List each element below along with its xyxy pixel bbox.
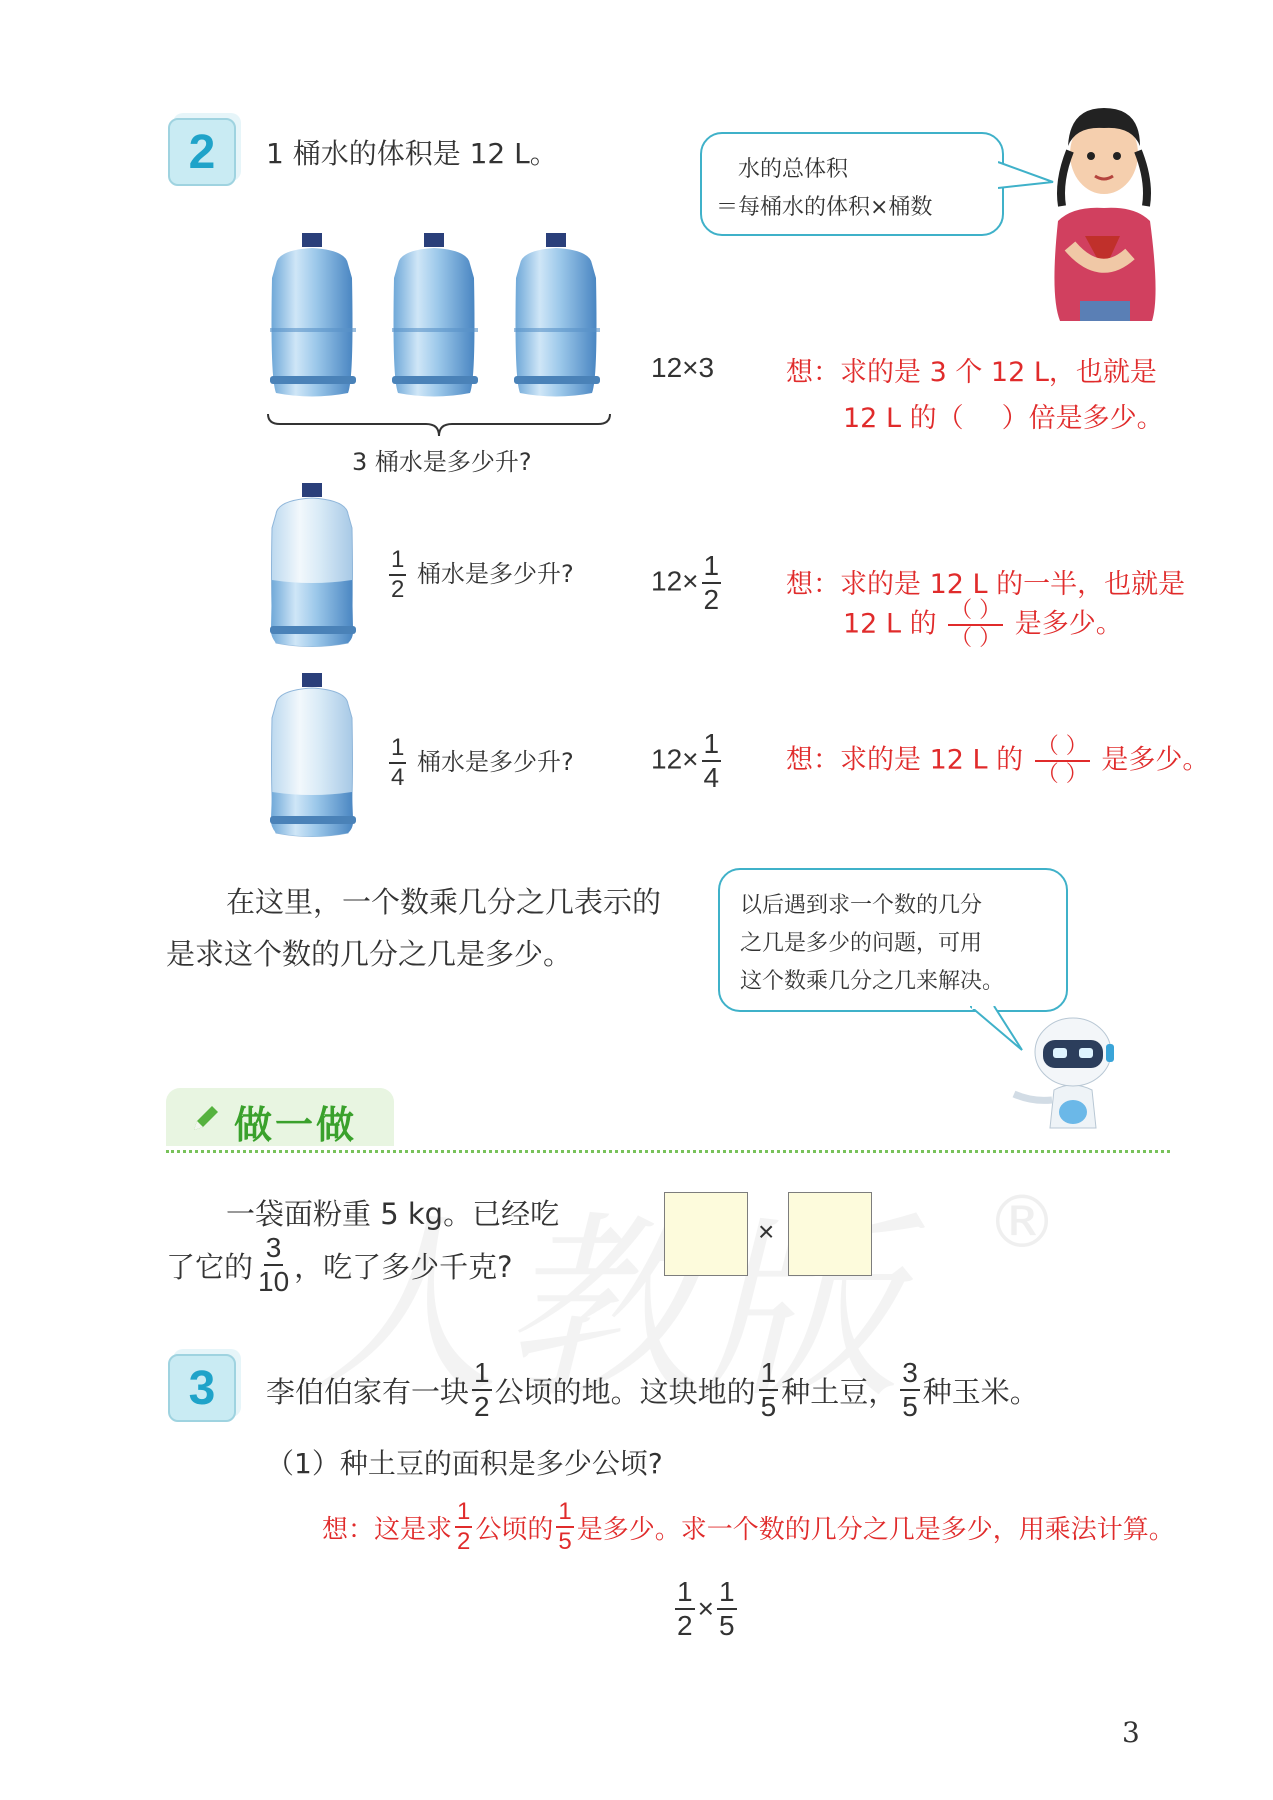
answer-box[interactable] [788, 1192, 872, 1276]
practice-line: 了它的 $\frac{3}{10}$ ，吃了多少千克? [166, 1232, 513, 1297]
think-line: 想：求的是 12 L 的 $\frac{( )}{( )}$ 是多少。 [786, 734, 1210, 787]
example-number-badge: 3 [168, 1354, 236, 1422]
fraction: $\frac{1}{4}$ [391, 734, 405, 791]
fraction: $\frac{1}{2}$ [391, 546, 405, 603]
registered-mark: ® [986, 1180, 1058, 1264]
page-number: 3 [1122, 1716, 1140, 1749]
bubble-line: 以后遇到求一个数的几分 [740, 893, 983, 918]
practice-title: 做一做 [234, 1103, 358, 1147]
example2-statement: 1 桶水的体积是 12 L。 [266, 137, 558, 170]
summary-line: 是求这个数的几分之几是多少。 [166, 937, 573, 971]
fraction: $\frac{1}{5}$ [718, 1576, 735, 1641]
curly-brace-icon [266, 412, 612, 438]
brace-label: 3 桶水是多少升? [352, 448, 532, 476]
robot-illustration [1010, 1010, 1134, 1130]
fraction: $\frac{1}{2}$ [474, 1357, 490, 1422]
calculation-expression: $\frac{1}{2}$ × $\frac{1}{5}$ [677, 1576, 735, 1641]
times-sign: × [758, 1216, 775, 1247]
bubble-line: 之几是多少的问题，可用 [740, 931, 983, 956]
fraction: $\frac{1}{4}$ [703, 728, 720, 793]
example-number-badge: 2 [168, 118, 236, 186]
girl-illustration [1040, 96, 1170, 321]
bubble-line: 水的总体积 [738, 157, 849, 182]
bubble-line: ＝每桶水的体积×桶数 [716, 195, 933, 220]
half-bucket-question [386, 548, 574, 602]
speech-bubble-girl [700, 132, 1004, 236]
fraction: $\frac{1}{5}$ [760, 1357, 777, 1422]
think-line: 想：这是求 $\frac{1}{2}$ 公顷的 $\frac{1}{5}$ 是多少。求一个数的几分之几是多少，用乘法计算。 [322, 1498, 1175, 1555]
practice-header [166, 1088, 394, 1146]
question-1: （1）种土豆的面积是多少公顷? [266, 1447, 663, 1480]
quarter-bucket-question [386, 736, 574, 790]
think-line-2 [843, 396, 1164, 435]
fraction: $\frac{3}{5}$ [902, 1357, 918, 1422]
fraction: $\frac{3}{10}$ [258, 1232, 290, 1297]
expression-12x-quarter: 12× $\frac{1}{4}$ [651, 728, 720, 793]
expression-12x3: 12×3 [651, 352, 715, 383]
expression-12x-half: 12× $\frac{1}{2}$ [651, 550, 720, 615]
fraction: $\frac{1}{2}$ [703, 550, 720, 615]
answer-box[interactable] [664, 1192, 748, 1276]
fraction: $\frac{1}{2}$ [677, 1576, 693, 1641]
think-line: 想：求的是 12 L 的一半，也就是 [786, 569, 1186, 600]
quarter-full-bottle-illustration [268, 668, 368, 846]
half-full-bottle-illustration [268, 478, 368, 656]
think-line: 想：求的是 3 个 12 L，也就是 [786, 357, 1157, 388]
three-water-bottles-illustration [268, 228, 628, 406]
think-text: 12 L 的（ [843, 403, 964, 434]
speech-bubble-robot [718, 868, 1068, 1012]
bubble-line: 这个数乘几分之几来解决。 [740, 969, 1005, 994]
fraction: $\frac{1}{2}$ [457, 1498, 471, 1555]
summary-line: 在这里，一个数乘几分之几表示的 [226, 885, 662, 919]
think-line-2: 12 L 的 $\frac{( )}{( )}$ 是多少。 [843, 598, 1123, 651]
blank-fraction: $\frac{( )}{( )}$ [950, 598, 1002, 651]
think-text: ）倍是多少。 [1001, 403, 1164, 434]
practice-line: 一袋面粉重 5 kg。已经吃 [226, 1197, 560, 1231]
fraction: $\frac{1}{5}$ [558, 1498, 572, 1555]
example3-statement: 李伯伯家有一块 $\frac{1}{2}$ 公顷的地。这块地的 $\frac{1}{5}$ 种土豆， $\frac{3}{5}$ 种玉米。 [266, 1357, 1039, 1422]
question-text: 桶水是多少升? [417, 560, 574, 588]
question-text: 桶水是多少升? [417, 748, 574, 776]
blank-fraction: $\frac{( )}{( )}$ [1036, 734, 1088, 787]
pencil-icon [188, 1102, 222, 1136]
